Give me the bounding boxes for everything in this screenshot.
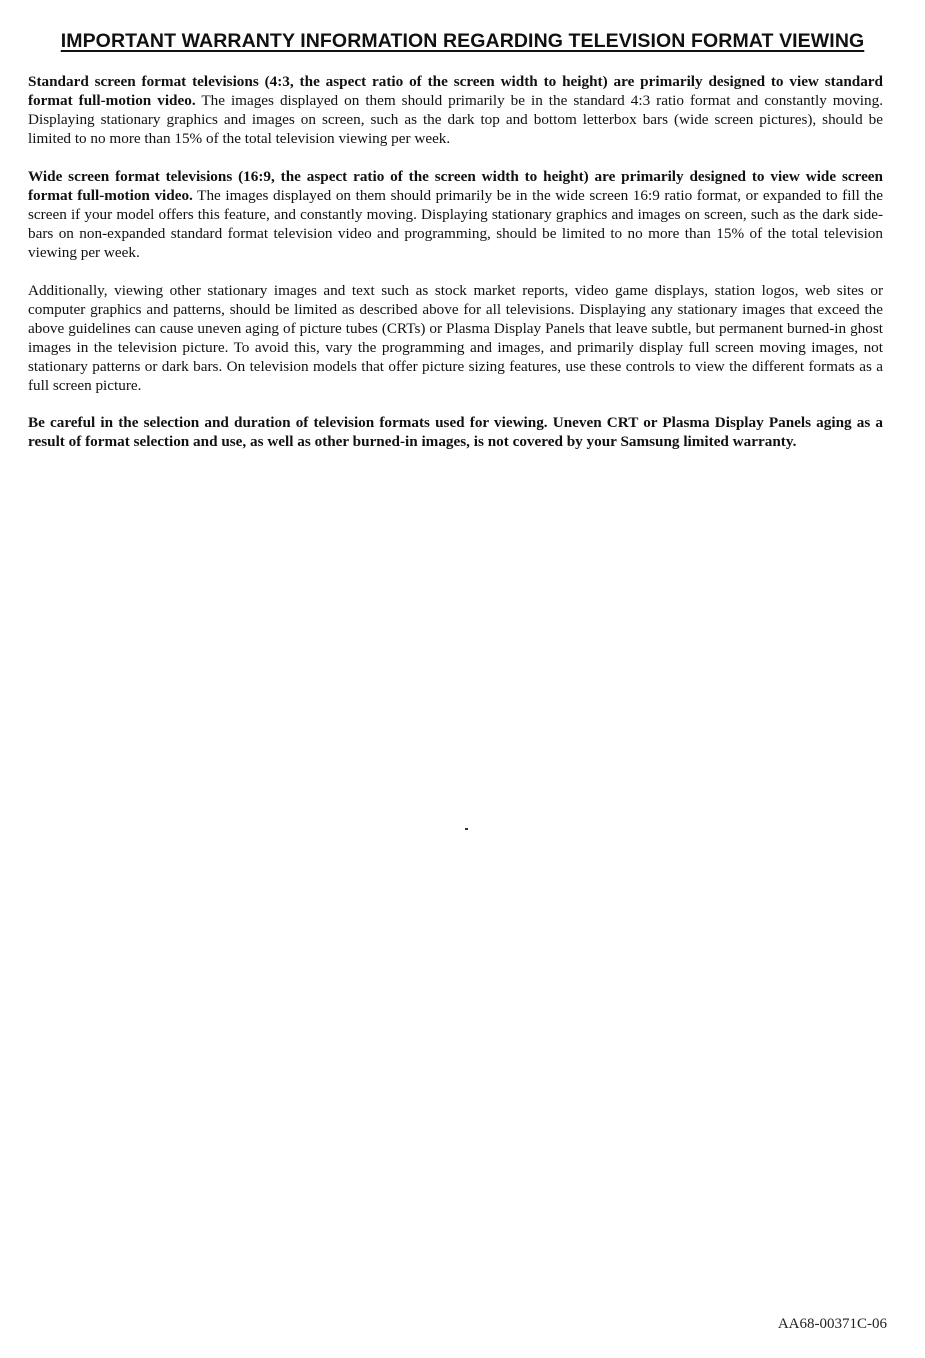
document-code: AA68-00371C-06 bbox=[777, 1316, 887, 1332]
paragraph-body: The images displayed on them should primarily be in the standard 4:3 ratio format and constantly moving. Displaying stationary graphics and images on screen, such as the dark top and bottom letterbox bars (wide screen pictures), should be limited to no more than 15% of the total television viewing per week. bbox=[28, 92, 883, 147]
paragraph-lead: Standard screen format televisions (4:3, the aspect ratio of the screen width to height) are primarily designed to view standard format full-motion video. bbox=[28, 73, 883, 109]
document-title: IMPORTANT WARRANTY INFORMATION REGARDING TELEVISION FORMAT VIEWING bbox=[60, 30, 865, 52]
paragraph-lead: Wide screen format televisions (16:9, the aspect ratio of the screen width to height) are primarily designed to view wide screen format full-motion video. bbox=[28, 168, 883, 204]
paragraph-warranty-notice bbox=[28, 413, 883, 451]
paragraph-body: Be careful in the selection and duration of television formats used for viewing. Uneven CRT or Plasma Display Panels aging as a result of format selection and use, as well as other burned-in images, is not covered by your Samsung limited warranty. bbox=[28, 414, 883, 450]
scan-speck bbox=[465, 828, 468, 830]
paragraph-standard-screen bbox=[28, 72, 883, 148]
paragraph-body: Additionally, viewing other stationary images and text such as stock market reports, video game displays, station logos, web sites or computer graphics and patterns, should be limited as described above for all televisions. Displaying any stationary images that exceed the above guidelines can cause uneven aging of picture tubes (CRTs) or Plasma Display Panels that leave subtle, but permanent burned-in ghost images in the television picture. To avoid this, vary the programming and images, and primarily display full screen moving images, not stationary patterns or dark bars. On television models that offer picture sizing features, use these controls to view the different formats as a full screen picture. bbox=[28, 282, 883, 394]
paragraph-additionally bbox=[28, 281, 883, 395]
paragraph-body: The images displayed on them should primarily be in the wide screen 16:9 ratio format, or expanded to fill the screen if your model offers this feature, and constantly moving. Displaying stationary graphics and images on screen, such as the dark side-bars on non-expanded standard format television video and programming, should be limited to no more than 15% of the total television viewing per week. bbox=[28, 187, 884, 261]
paragraph-wide-screen bbox=[28, 167, 883, 262]
